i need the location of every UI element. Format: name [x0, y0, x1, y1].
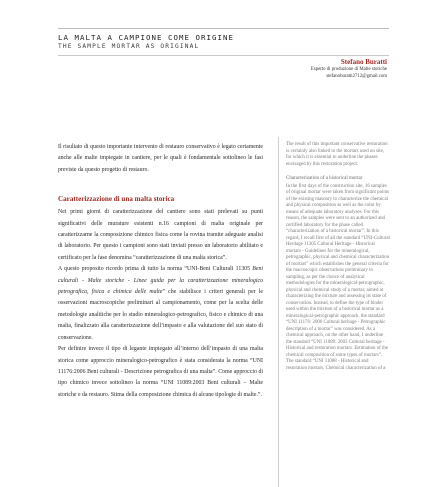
english-column — [286, 142, 390, 372]
author-email: stefanoburatti2712@gmail.com — [326, 74, 387, 79]
italian-paragraph-2 — [58, 264, 263, 344]
column-divider — [278, 137, 279, 487]
title-rule — [58, 55, 389, 56]
italian-p2-standard-title: Beni culturali - Malte storiche - Linee guida per la caratterizzazione mineralogico petrografica, fisica e chimica delle malte — [58, 266, 263, 296]
english-intro: The result of this important conservative restoration is certainly also linked to the mortars used on site, for which it is essential to underline the phases envisaged by this restoration project. — [286, 142, 388, 167]
italian-p2-pre: A questo proposito ricordo prima di tutto la norma “UNI-Beni Culturali 11305 — [58, 266, 253, 273]
top-rule — [58, 28, 389, 29]
author-name: Stefano Buratti — [340, 58, 387, 66]
italian-p2-post: ” che stabilisce i criteri generali per le osservazioni macroscopiche preliminari al campionamento, come per la scelta delle metodologie analitiche per lo studio mineralogico-petrografico, fisico e chimico di una malta, finalizzato alla caratterizzazione dell’impasto e alla valutazione del suo stato di conservazione. — [58, 289, 264, 341]
english-section-title: Characterization of a historical mortar — [286, 176, 363, 181]
italian-section-title: Caratterizzazione di una malta storica — [58, 195, 175, 204]
article-title: LA MALTA A CAMPIONE COME ORIGINE — [58, 33, 234, 42]
author-block — [311, 59, 387, 80]
author-role: Esperto di produzione di Malte storiche — [310, 67, 387, 72]
italian-column — [58, 142, 263, 401]
english-body: In the first days of the construction site, 16 samples of original mortar were taken from significant points of the existing masonry to characterize the chemical and physical composition as well as the color by means of adequate laboratory analyses. For this reason, the samples were sent to an authorized and certified laboratory for the phase called “characterization of a historical mortar”. In this regard, I recall first of all the standard “UNI-Cultural Heritage 11305 Cultural Heritage - Historical mortars - Guidelines for the mineralogical, petrographic, physical and chemical characterization of mortars” which establishes the general criteria for the macroscopic observations preliminary to sampling, as per the choice of analytical methodologies for the mineralogical-petrographic, physical and chemical study of a mortar, aimed at characterizing the mixture and assessing its state of conservation. Instead, to define the type of binder used within the mixture of a historical mortar as a mineralogical-petrographic approach, the standard “UNI 11176: 2006 Cultural heritage - Petrographic description of a mortar” was considered. As a chemical approach, on the other hand, I underline the standard “UNI 11089: 2003 Cultural heritage - Historical and restoration mortars. Estimation of the chemical composition of some types of mortars”. The standard “UNI 11088 - Historical and restoration mortars. Chemical characterization of a — [286, 183, 390, 371]
italian-paragraph-1: Nei primi giorni di caratterizzazione del cantiere sono stati prelevati su punti significativi delle murature esistenti n.16 campioni di malta originale per caratterizzarne la composizione chimico fisica come la rovina tramite adeguate analisi di laboratorio. Per questo i campioni sono stati inviati presso un laboratorio abilitato e certificato per la fase denomina “caratterizzazione di una malta storica”. — [58, 209, 263, 261]
italian-paragraph-3: Per definire invece il tipo di legante impiegato all’interno dell’impasto di una malta storica come approccio mineralogico-petrografico è stata considerata la norma “UNI 11176:2006 Beni culturali - Descrizione petrografica di una malta”. Come approccio di tipo chimico invece sottolineo la norma “UNI 11089:2003 Beni culturali – Malte storiche e da restauro. Stima della composizione chimica di alcune tipologie di malte.”. — [58, 346, 263, 398]
italian-intro: Il risultato di questo importante intervento di restauro conservativo è legato certamente anche alle malte impiegate in cantiere, per le quali è fondamentale sottolineo le fasi previste da questo progetto di restauro. — [58, 144, 263, 173]
article-subtitle: THE SAMPLE MORTAR AS ORIGINAL — [58, 43, 200, 50]
